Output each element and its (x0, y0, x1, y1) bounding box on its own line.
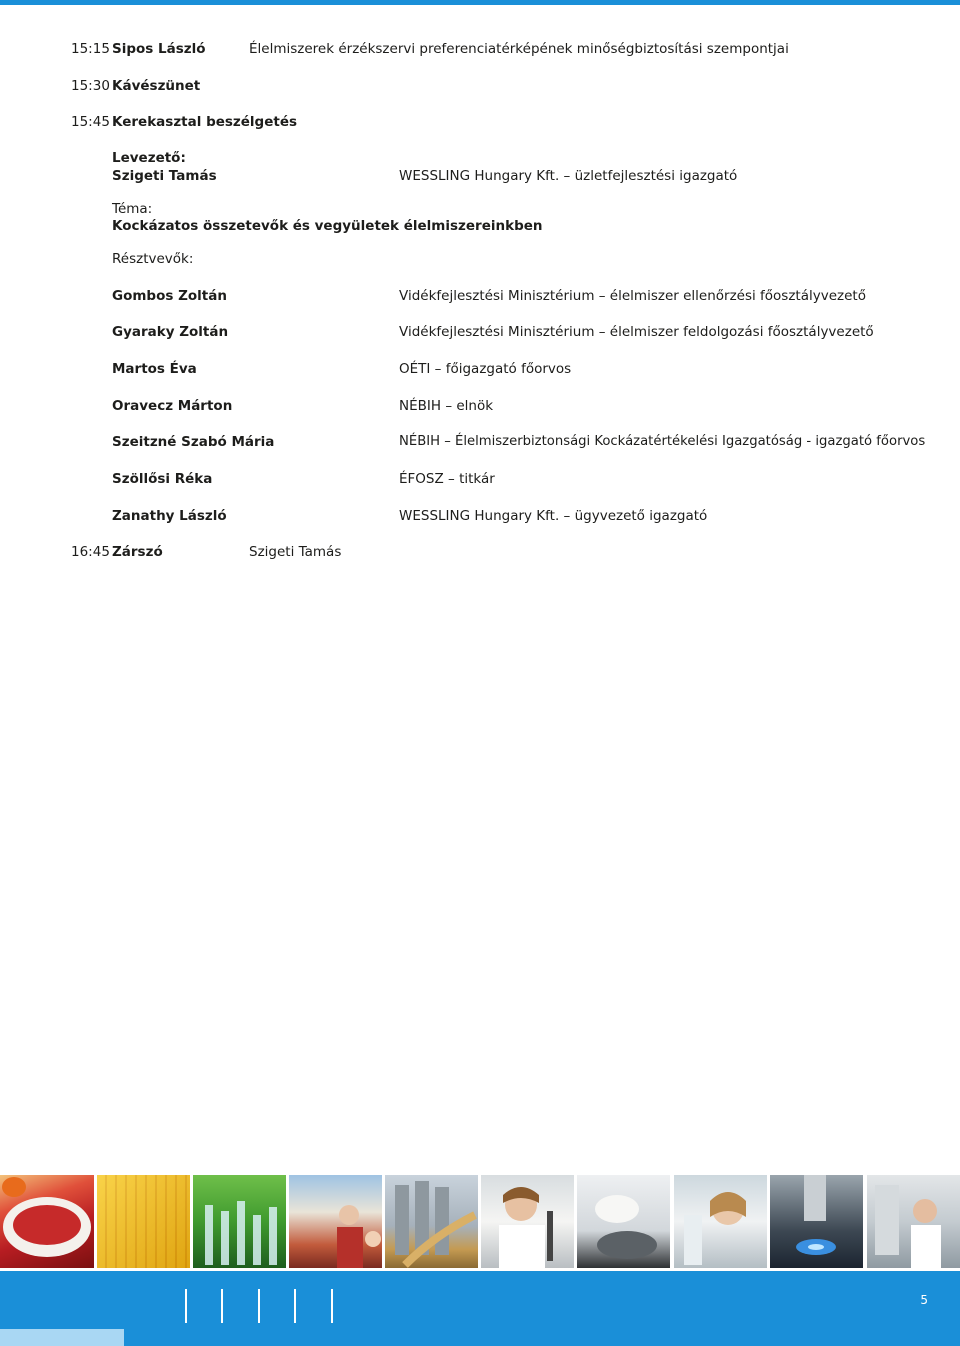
moderator-affiliation: WESSLING Hungary Kft. – üzletfejlesztési igazgató (399, 168, 738, 184)
microscope-closeup-photo (770, 1175, 863, 1268)
participant-name: Szeitzné Szabó Mária (112, 434, 275, 450)
supermarket-photo (289, 1175, 382, 1268)
participant-name: Gombos Zoltán (112, 288, 227, 304)
participant-name: Oravecz Márton (112, 398, 233, 414)
schedule-title: Kávészünet (112, 78, 201, 94)
corn-photo (97, 1175, 190, 1268)
corn-icon (97, 1175, 190, 1268)
participant-role: OÉTI – főigazgató főorvos (399, 361, 572, 377)
participant-role: Vidékfejlesztési Minisztérium – élelmiszer feldolgozási főosztályvezető (399, 324, 874, 340)
meat-plate-icon (0, 1175, 94, 1268)
footer-divider (185, 1289, 187, 1323)
gloved-hand-icon (577, 1175, 670, 1268)
participants-label: Résztvevők: (112, 251, 194, 267)
gloved-hands-photo (577, 1175, 670, 1268)
lens-icon (770, 1175, 863, 1268)
footer-accent-dark (124, 1329, 960, 1346)
schedule-time: 16:45 (71, 544, 110, 560)
shopper-icon (289, 1175, 382, 1268)
microscope-icon (674, 1175, 767, 1268)
grain-silo-photo (385, 1175, 478, 1268)
schedule-time: 15:15 (71, 41, 110, 57)
footer-divider (221, 1289, 223, 1323)
topic-label: Téma: (112, 201, 153, 217)
participant-role: Vidékfejlesztési Minisztérium – élelmiszer ellenőrzési főosztályvezető (399, 288, 866, 304)
schedule-description: Élelmiszerek érzékszervi preferenciatérképének minőségbiztosítási szempontjai (249, 41, 789, 57)
moderator-name: Szigeti Tamás (112, 168, 217, 184)
lab-researcher-photo (481, 1175, 574, 1268)
participant-name: Zanathy László (112, 508, 227, 524)
schedule-speaker: Szigeti Tamás (249, 544, 342, 560)
schedule-title: Kerekasztal beszélgetés (112, 114, 298, 130)
schedule-time: 15:30 (71, 78, 110, 94)
test-tubes-icon (193, 1175, 286, 1268)
participant-role: NÉBIH – elnök (399, 398, 494, 414)
silo-icon (385, 1175, 478, 1268)
footer-accent-light (0, 1329, 124, 1346)
footer-divider (258, 1289, 260, 1323)
schedule-time: 15:45 (71, 114, 110, 130)
participant-name: Gyaraky Zoltán (112, 324, 229, 340)
footer-divider (331, 1289, 333, 1323)
footer-divider (294, 1289, 296, 1323)
moderator-label: Levezető: (112, 150, 186, 166)
photo-strip (0, 1175, 960, 1270)
schedule-title: Zárszó (112, 544, 163, 560)
participant-role: WESSLING Hungary Kft. – ügyvezető igazgató (399, 508, 708, 524)
schedule-speaker: Sipos László (112, 41, 206, 57)
lab-worker-photo (867, 1175, 960, 1268)
participant-role: NÉBIH – Élelmiszerbiztonsági Kockázatértékelési Igazgatóság - igazgató főorvos (399, 434, 926, 449)
page-number: 5 (920, 1293, 928, 1307)
participant-name: Martos Éva (112, 361, 197, 377)
test-tubes-photo (193, 1175, 286, 1268)
microscope-woman-photo (674, 1175, 767, 1268)
topic-text: Kockázatos összetevők és vegyületek élelmiszereinkben (112, 218, 543, 234)
footer-bar (0, 1271, 960, 1329)
researcher-icon (481, 1175, 574, 1268)
participant-role: ÉFOSZ – titkár (399, 471, 495, 487)
top-accent-bar (0, 0, 960, 5)
lab-worker-icon (867, 1175, 960, 1268)
meat-photo (0, 1175, 94, 1268)
participant-name: Szöllősi Réka (112, 471, 213, 487)
